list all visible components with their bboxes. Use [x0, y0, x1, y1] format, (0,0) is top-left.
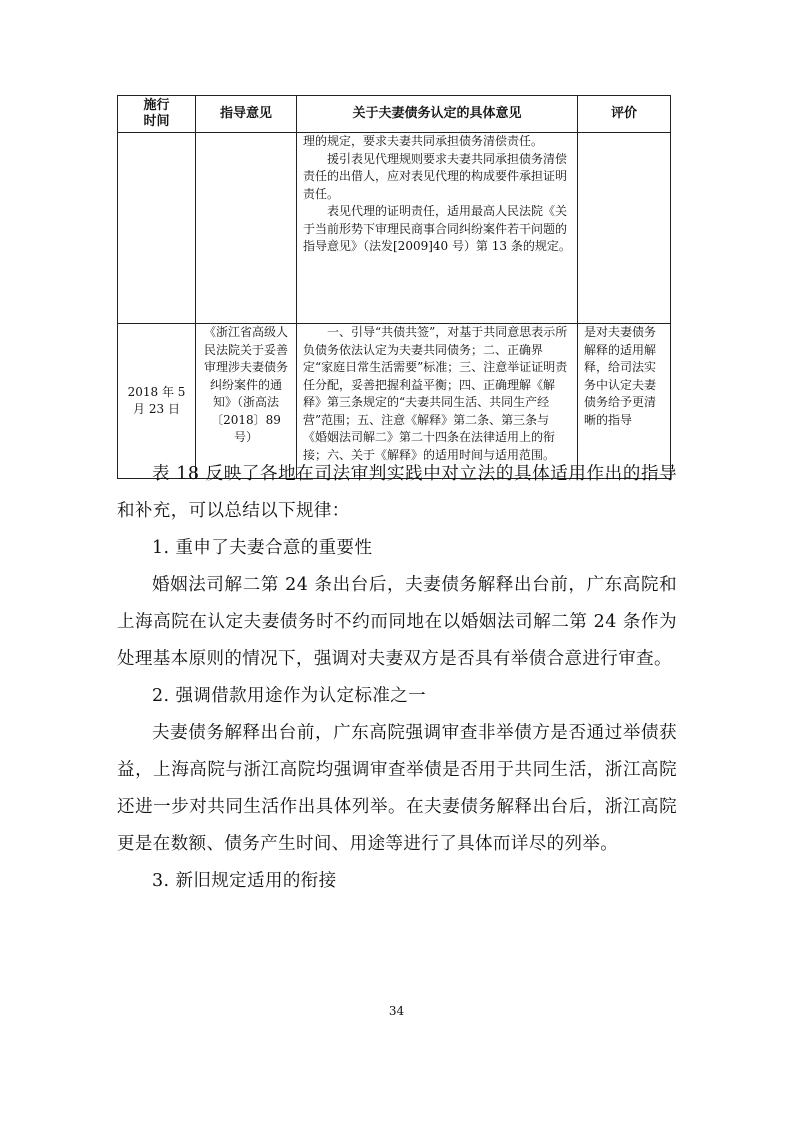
debt-opinion-table: [117, 95, 671, 479]
header-detail: 关于夫妻债务认定的具体意见: [297, 96, 578, 133]
row2-detail: 一、引导“共债共签”，对基于共同意思表示所负债务依法认定为夫妻共同债务；二、正确界定“家庭日常生活需要”标准；三、注意举证证明责任分配，妥善把握利益平衡；四、正确理解《解释》第三条规定的“夫妻共同生活、共同生产经营”范围；五、注意《解释》第二条、第三条与《婚姻法司解二》第二十四条在法律适用上的衔接；六、关于《解释》的适用时间与适用范围。: [297, 324, 578, 479]
row1-time: [118, 133, 196, 324]
page-number: 34: [388, 1004, 405, 1018]
section-heading-2: 2. 强调借款用途作为认定标准之一: [152, 686, 427, 706]
paragraph-1: 表 18 反映了各地在司法审判实践中对立法的具体适用作出的指导和补充，可以总结以下规律：: [117, 464, 677, 521]
table-row: [118, 133, 671, 324]
paragraph-3: 夫妻债务解释出台前，广东高院强调审查非举债方是否通过举债获益，上海高院与浙江高院均强调审查举债是否用于共同生活，浙江高院还进一步对共同生活作出具体列举。在夫妻债务解释出台后，浙江高院更是在数额、债务产生时间、用途等进行了具体而详尽的列举。: [117, 723, 677, 854]
row1-detail-para-1: 理的规定，要求夫妻共同承担债务清偿责任。: [303, 134, 544, 148]
header-guide: 指导意见: [196, 96, 297, 133]
row2-guide: 《浙江省高级人民法院关于妥善审理涉夫妻债务纠纷案件的通知》（浙高法〔2018〕89 号）: [196, 324, 297, 479]
header-time: 施行 时间: [118, 96, 196, 133]
row1-detail: [297, 133, 578, 324]
header-eval: 评价: [578, 96, 671, 133]
row1-detail-para-2: 援引表见代理规则要求夫妻共同承担债务清偿责任的出借人，应对表见代理的构成要件承担证明责任。: [303, 151, 568, 201]
section-heading-3: 3. 新旧规定适用的衔接: [152, 871, 337, 891]
row2-time: 2018 年 5 月 23 日: [118, 324, 196, 479]
table-header-row: [118, 96, 671, 133]
section-heading-1: 1. 重申了夫妻合意的重要性: [152, 538, 373, 558]
row1-detail-para-3: 表见代理的证明责任，适用最高人民法院《关于当前形势下审理民商事合同纠纷案件若干问题的指导意见》（法发[2009]40 号）第 13 条的规定。: [303, 204, 571, 253]
row1-guide: [196, 133, 297, 324]
body-text: [117, 456, 677, 900]
paragraph-2: 婚姻法司解二第 24 条出台后，夫妻债务解释出台前，广东高院和上海高院在认定夫妻债务时不约而同地在以婚姻法司解二第 24 条作为处理基本原则的情况下，强调对夫妻双方是否具有举债合意进行审查。: [117, 575, 677, 669]
row2-eval: 是对夫妻债务解释的适用解释，给司法实务中认定夫妻债务给予更清晰的指导: [578, 324, 671, 479]
row1-eval: [578, 133, 671, 324]
